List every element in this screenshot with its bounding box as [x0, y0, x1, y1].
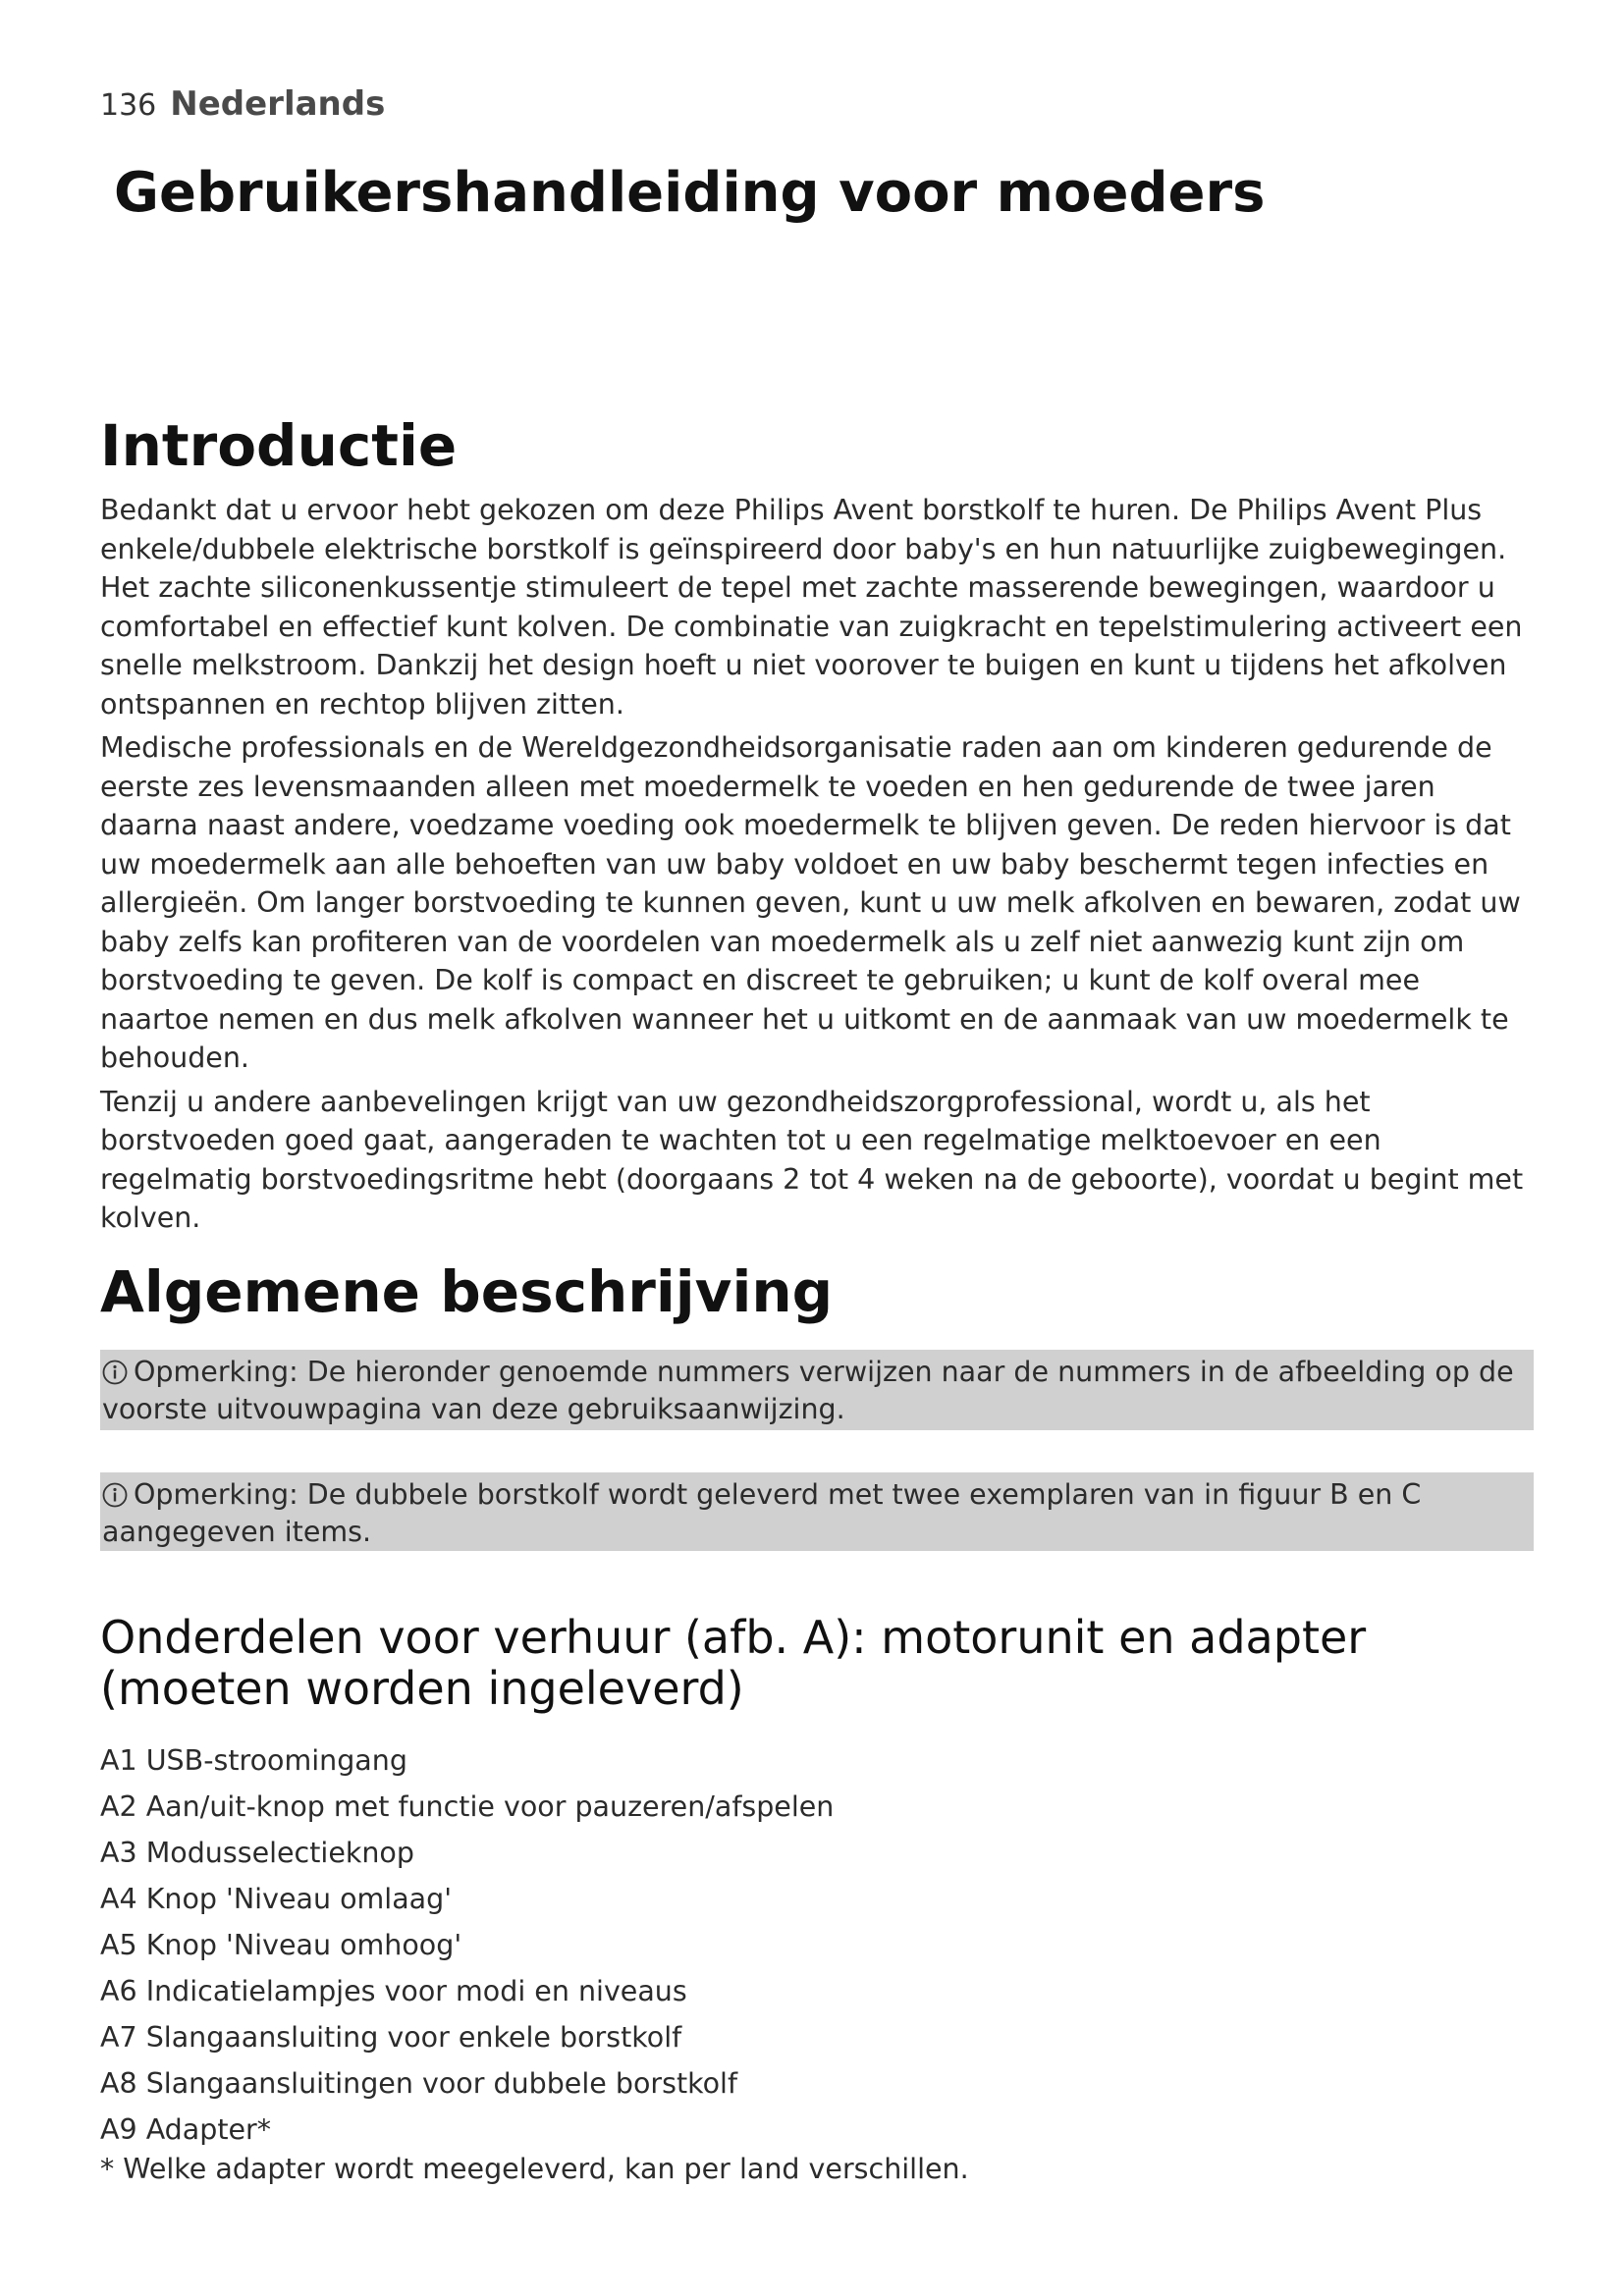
list-item: A5 Knop 'Niveau omhoog' [100, 1929, 462, 1961]
note-box [100, 1350, 1534, 1430]
intro-paragraph: Bedankt dat u ervoor hebt gekozen om deze Philips Avent borstkolf te huren. De Philips Avent Plus enkele/dubbele elektrische borstkolf is geïnspireerd door baby's en hun natuurlijke zuigbewegingen. Het zachte siliconenkussentje stimuleert de tepel met zachte masserende bewegingen, waardoor u comfortabel en effectief kunt kolven. De combinatie van zuigkracht en tepelstimulering activeert een snelle melkstroom. Dankzij het design hoeft u niet voorover te buigen en kunt u tijdens het afkolven ontspannen en rechtop blijven zitten. [100, 494, 1523, 721]
list-item: A3 Modusselectieknop [100, 1837, 414, 1869]
list-item: A4 Knop 'Niveau omlaag' [100, 1883, 453, 1915]
introduction-heading: Introductie [100, 412, 458, 479]
list-item: A2 Aan/uit-knop met functie voor pauzeren/afspelen [100, 1790, 835, 1823]
note-box [100, 1472, 1534, 1551]
page-number: 136 [100, 88, 157, 123]
list-item: A1 USB-stroomingang [100, 1744, 407, 1777]
general-description-heading: Algemene beschrijving [100, 1258, 834, 1325]
running-header [100, 84, 385, 126]
footnote: * Welke adapter wordt meegeleverd, kan per land verschillen. [100, 2153, 969, 2185]
parts-list [100, 1737, 834, 2153]
info-icon [102, 1482, 128, 1508]
list-item: A8 Slangaansluitingen voor dubbele borstkolf [100, 2067, 738, 2100]
intro-paragraph: Medische professionals en de Wereldgezondheidsorganisatie raden aan om kinderen gedurende de eerste zes levensmaanden alleen met moedermelk te voeden en hen gedurende de twee jaren daarna naast andere, voedzame voeding ook moedermelk te blijven geven. De reden hiervoor is dat uw moedermelk aan alle behoeften van uw baby voldoet en uw baby beschermt tegen infecties en allergieën. Om langer borstvoeding te kunnen geven, kunt u uw melk afkolven en bewaren, zodat uw baby zelfs kan profiteren van de voordelen van moedermelk als u zelf niet aanwezig kunt zijn om borstvoeding te geven. De kolf is compact en discreet te gebruiken; u kunt de kolf overal mee naartoe nemen en dus melk afkolven wanneer het u uitkomt en de aanmaak van uw moedermelk te behouden. [100, 731, 1521, 1074]
note-text: Opmerking: De dubbele borstkolf wordt geleverd met twee exemplaren van in figuur B en C aangegeven items. [102, 1478, 1422, 1548]
document-title: Gebruikershandleiding voor moeders [114, 161, 1266, 225]
info-icon [102, 1360, 128, 1385]
list-item: A7 Slangaansluiting voor enkele borstkolf [100, 2021, 682, 2054]
note-text: Opmerking: De hieronder genoemde nummers verwijzen naar de nummers in de afbeelding op de voorste uitvouwpagina van deze gebruiksaanwijzing. [102, 1356, 1514, 1425]
list-item: A6 Indicatielampjes voor modi en niveaus [100, 1975, 687, 2007]
rental-parts-heading: Onderdelen voor verhuur (afb. A): motorunit en adapter (moeten worden ingeleverd) [100, 1611, 1367, 1715]
introduction-body [100, 491, 1534, 1243]
intro-paragraph: Tenzij u andere aanbevelingen krijgt van uw gezondheidszorgprofessional, wordt u, als het borstvoeden goed gaat, aangeraden te wachten tot u een regelmatige melktoevoer en een regelmatig borstvoedingsritme hebt (doorgaans 2 tot 4 weken na de geboorte), voordat u begint met kolven. [100, 1085, 1524, 1234]
list-item: A9 Adapter* [100, 2113, 272, 2146]
language-label: Nederlands [170, 84, 386, 124]
